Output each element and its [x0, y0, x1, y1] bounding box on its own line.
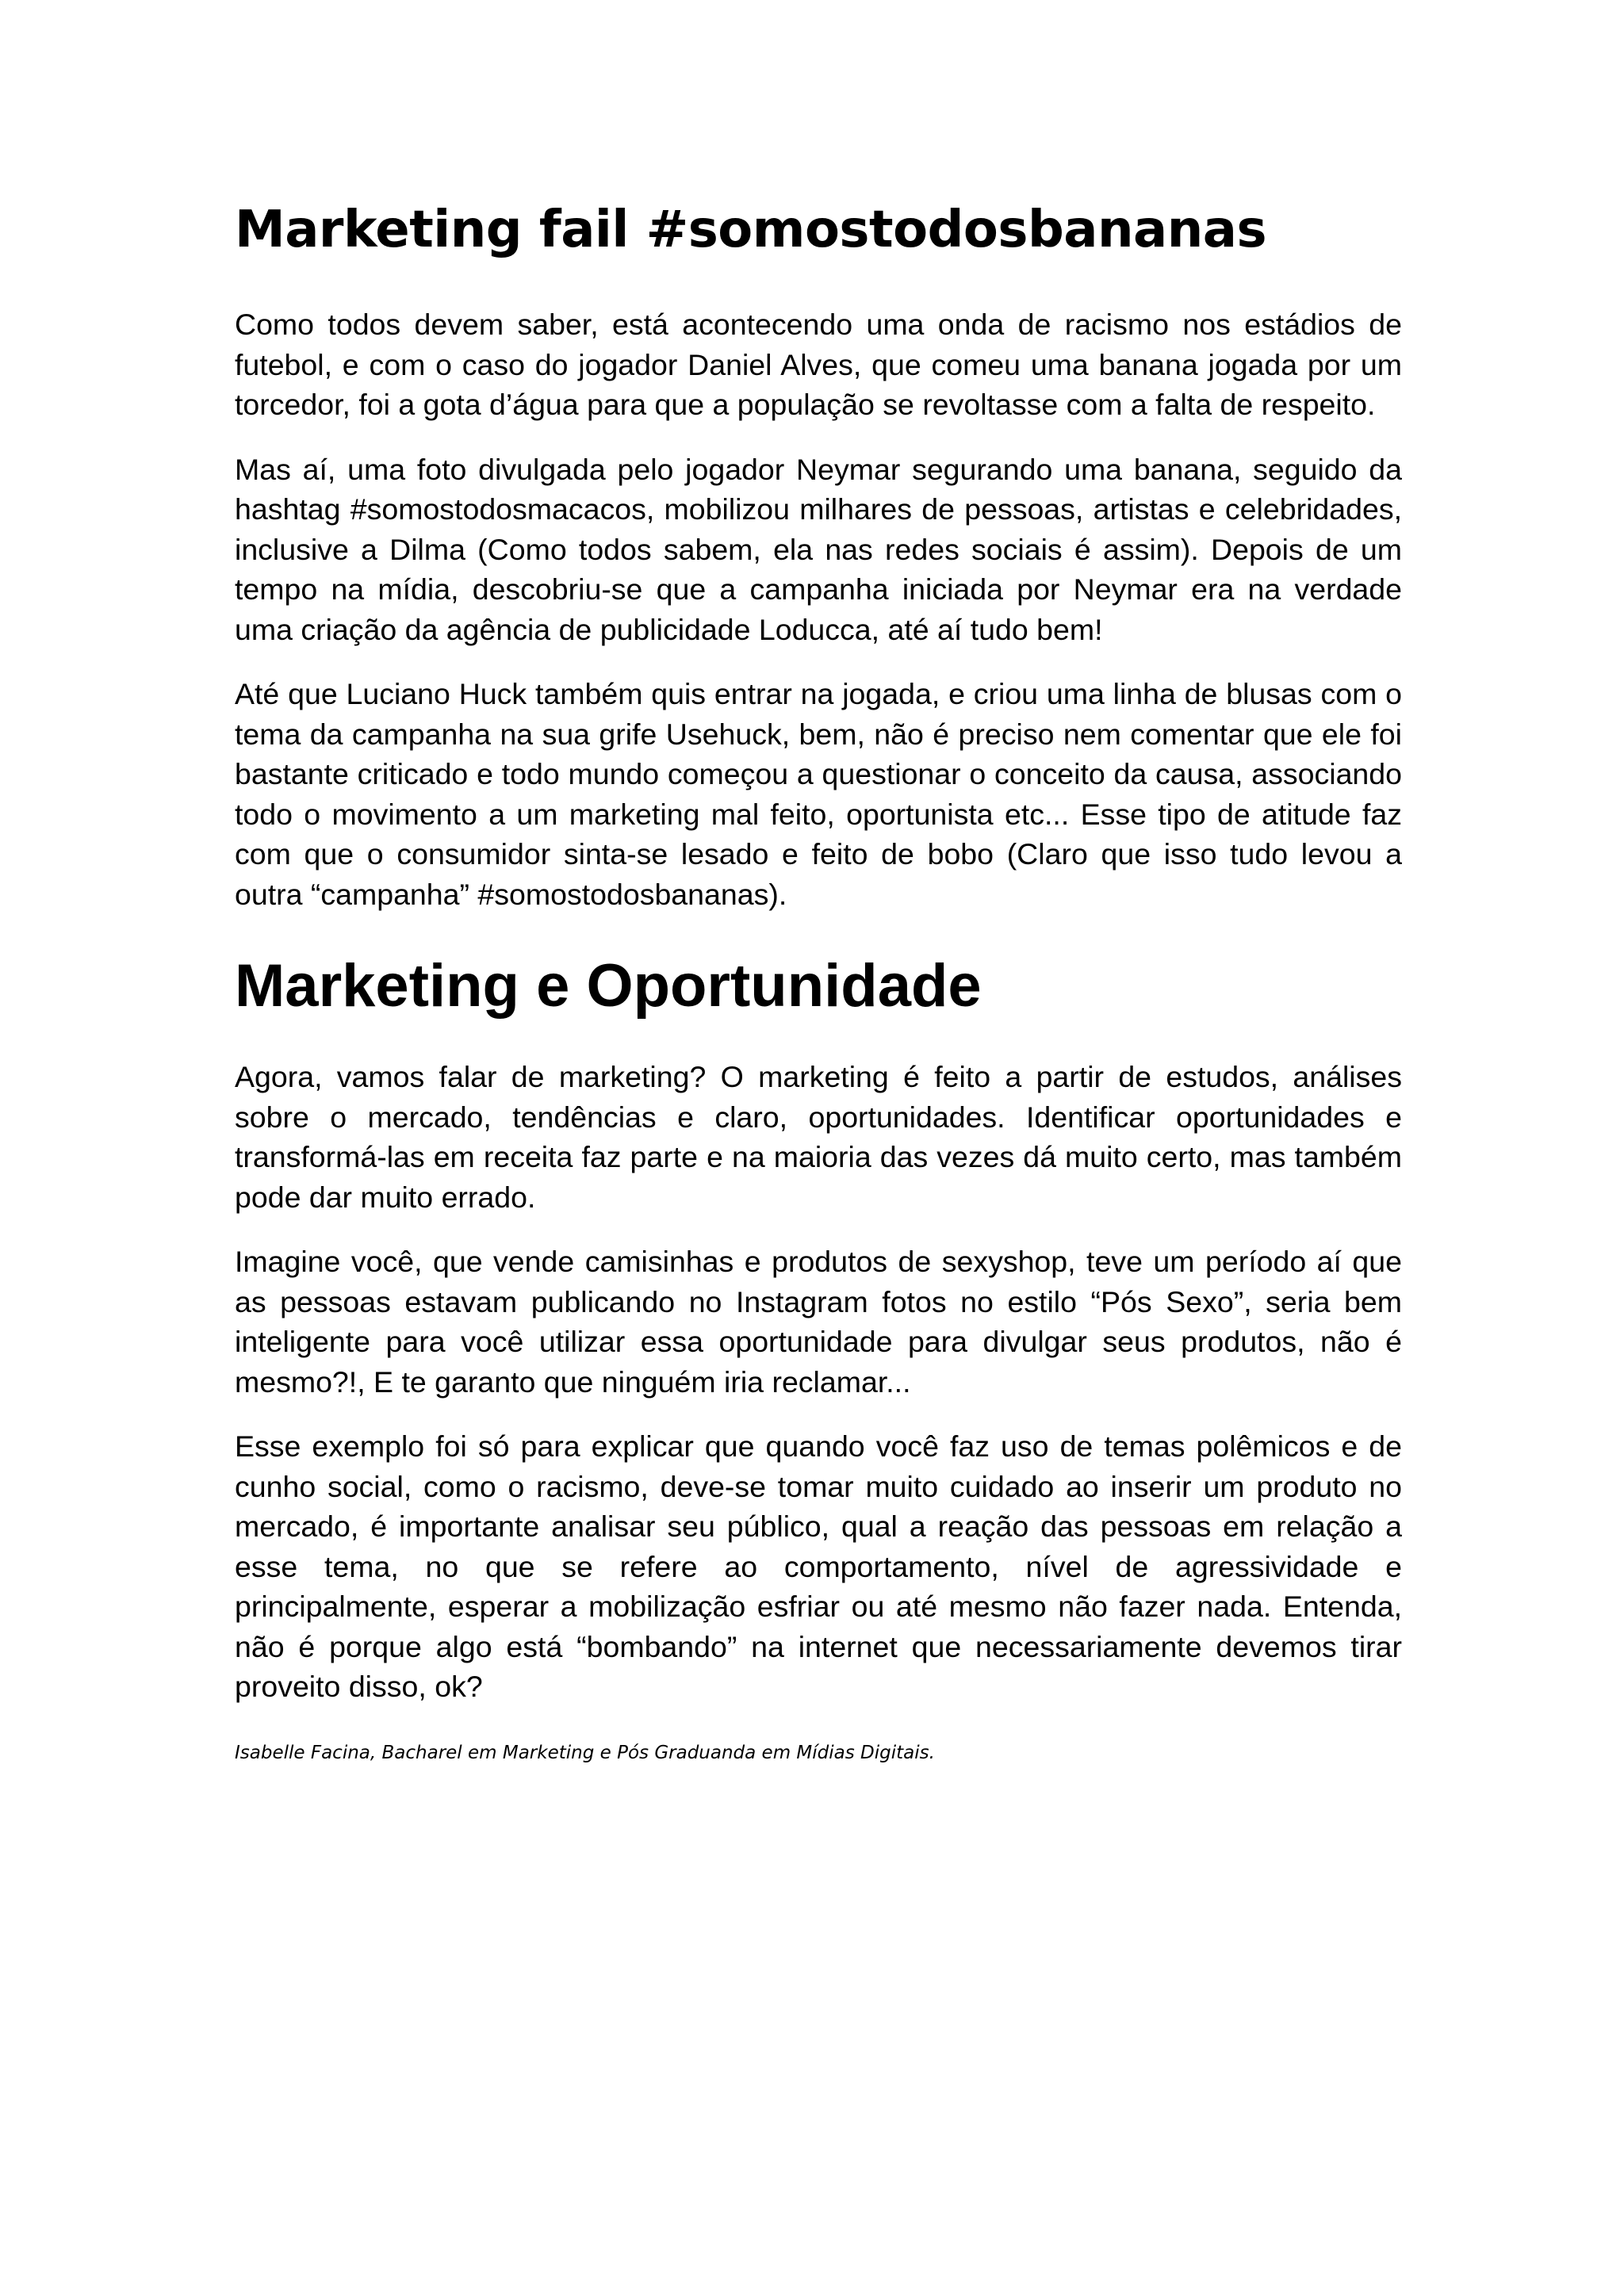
- document-page: [235, 198, 1402, 1766]
- paragraph: Como todos devem saber, está acontecendo uma onda de racismo nos estádios de futebol, e com o caso do jogador Daniel Alves, que comeu uma banana jogada por um torcedor, foi a gota d’água para que a população se revoltasse com a falta de respeito.: [235, 308, 1402, 421]
- paragraph: Imagine você, que vende camisinhas e produtos de sexyshop, teve um período aí que as pessoas estavam publicando no Instagram fotos no estilo “Pós Sexo”, seria bem inteligente para você utilizar essa oportunidade para divulgar seus produtos, não é mesmo?!, E te garanto que ninguém iria reclamar...: [235, 1245, 1402, 1399]
- paragraph: Esse exemplo foi só para explicar que quando você faz uso de temas polêmicos e de cunho social, como o racismo, deve-se tomar muito cuidado ao inserir um produto no mercado, é importante analisar seu público, qual a reação das pessoas em relação a esse tema, no que se refere ao comportamento, nível de agressividade e principalmente, esperar a mobilização esfriar ou até mesmo não fazer nada. Entenda, não é porque algo está “bombando” na internet que necessariamente devemos tirar proveito disso, ok?: [235, 1429, 1402, 1703]
- paragraph: Agora, vamos falar de marketing? O marketing é feito a partir de estudos, análises sobre o mercado, tendências e claro, oportunidades. Identificar oportunidades e transformá-las em receita faz parte e na maioria das vezes dá muito certo, mas também pode dar muito errado.: [235, 1060, 1402, 1214]
- section-title-marketing-fail: Marketing fail #somostodosbananas: [235, 201, 1267, 259]
- section-title-marketing-oportunidade: Marketing e Oportunidade: [235, 952, 982, 1020]
- paragraph: Mas aí, uma foto divulgada pelo jogador Neymar segurando uma banana, seguido da hashtag #somostodosmacacos, mobilizou milhares de pessoas, artistas e celebridades, inclusive a Dilma (Como todos sabem, ela nas redes sociais é assim). Depois de um tempo na mídia, descobriu-se que a campanha iniciada por Neymar era na verdade uma criação da agência de publicidade Loducca, até aí tudo bem!: [235, 452, 1402, 646]
- paragraph: Até que Luciano Huck também quis entrar na jogada, e criou uma linha de blusas com o tema da campanha na sua grife Usehuck, bem, não é preciso nem comentar que ele foi bastante criticado e todo mundo começou a questionar o conceito da causa, associando todo o movimento a um marketing mal feito, oportunista etc... Esse tipo de atitude faz com que o consumidor sinta-se lesado e feito de bobo (Claro que isso tudo levou a outra “campanha” #somostodosbananas).: [235, 677, 1402, 911]
- author-signature: Isabelle Facina, Bacharel em Marketing e Pós Graduanda em Mídias Digitais.: [235, 1742, 935, 1763]
